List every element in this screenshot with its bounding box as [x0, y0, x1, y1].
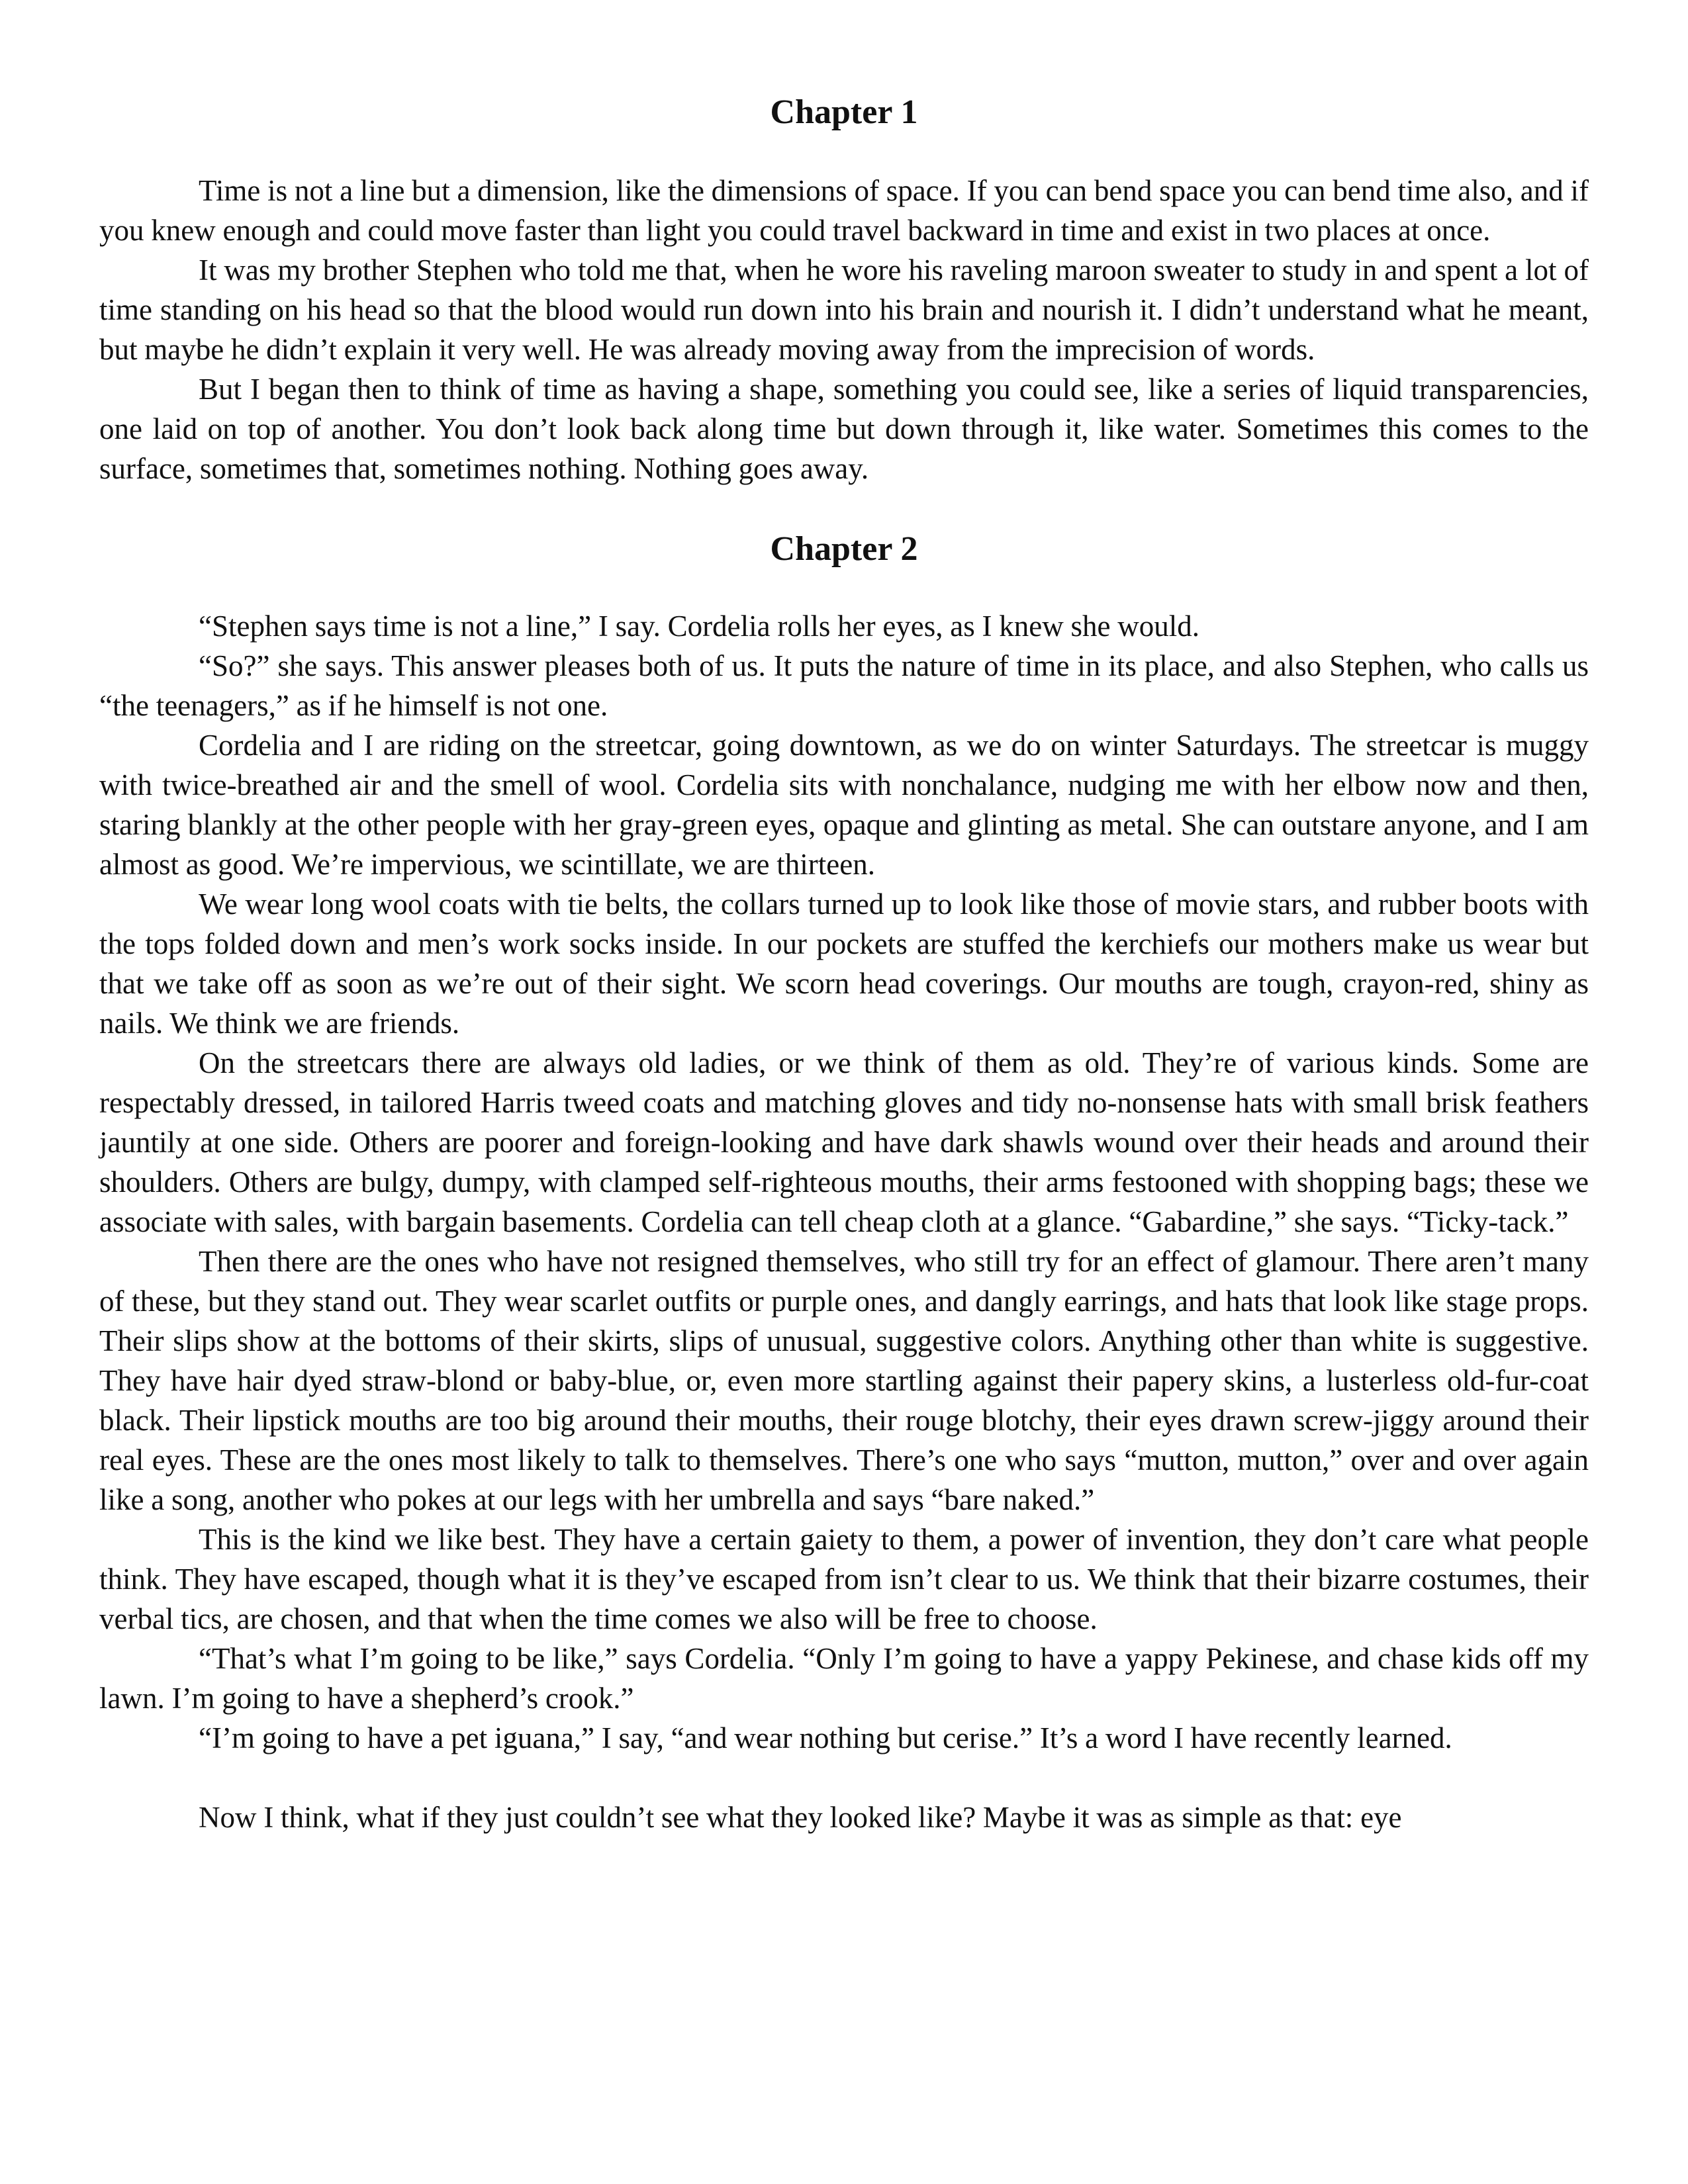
chapter-2-title: Chapter 2 — [770, 530, 918, 568]
chapter-2-paragraph-7: This is the kind we like best. They have a certain gaiety to them, a power of invention, they don’t care what people think. They have escaped, though what it is they’ve escaped from isn’t clear to us. We think that their bizarre costumes, their verbal tics, are chosen, and that when the time comes we also will be free to choose. — [99, 1523, 1589, 1635]
chapter-2-paragraph-6: Then there are the ones who have not resigned themselves, who still try for an effect of glamour. There aren’t many of these, but they stand out. They wear scarlet outfits or purple ones, and dangly earrings, and hats that look like stage props. Their slips show at the bottoms of their skirts, slips of unusual, suggestive colors. Anything other than white is suggestive. They have hair dyed straw-blond or baby-blue, or, even more startling against their papery skins, a lusterless old-fur-coat black. Their lipstick mouths are too big around their mouths, their rouge blotchy, their eyes drawn screw-jiggy around their real eyes. These are the ones most likely to talk to themselves. There’s one who says “mutton, mutton,” over and over again like a song, another who pokes at our legs with her umbrella and says “bare naked.” — [99, 1245, 1589, 1516]
chapter-1-paragraph-1: Time is not a line but a dimension, like the dimensions of space. If you can bend space you can bend time also, and if you knew enough and could move faster than light you could travel backward in time and exist in two places at once. — [99, 174, 1589, 247]
chapter-1-paragraph-3: But I began then to think of time as having a shape, something you could see, like a series of liquid transparencies, one laid on top of another. You don’t look back along time but down through it, like water. Sometimes this comes to the surface, sometimes that, sometimes nothing. Nothing goes away. — [99, 373, 1589, 485]
chapter-2-paragraph-5: On the streetcars there are always old ladies, or we think of them as old. They’re of various kinds. Some are respectably dressed, in tailored Harris tweed coats and matching gloves and tidy no-nonsense hats with small brisk feathers jauntily at one side. Others are poorer and foreign-looking and have dark shawls wound over their heads and around their shoulders. Others are bulgy, dumpy, with clamped self-righteous mouths, their arms festooned with shopping bags; these we associate with sales, with bargain basements. Cordelia can tell cheap cloth at a glance. “Gabardine,” she says. “Ticky-tack.” — [99, 1046, 1589, 1238]
chapter-2-body — [99, 606, 1589, 1837]
chapter-2-paragraph-4: We wear long wool coats with tie belts, the collars turned up to look like those of movie stars, and rubber boots with the tops folded down and men’s work socks inside. In our pockets are stuffed the kerchiefs our mothers make us wear but that we take off as soon as we’re out of their sight. We scorn head coverings. Our mouths are tough, crayon-red, shiny as nails. We think we are friends. — [99, 887, 1589, 1040]
chapter-2-paragraph-2: “So?” she says. This answer pleases both of us. It puts the nature of time in its place, and also Stephen, who calls us “the teenagers,” as if he himself is not one. — [99, 649, 1589, 722]
chapter-2-paragraph-3: Cordelia and I are riding on the streetcar, going downtown, as we do on winter Saturdays. The streetcar is muggy with twice-breathed air and the smell of wool. Cordelia sits with nonchalance, nudging me with her elbow now and then, staring blankly at the other people with her gray-green eyes, opaque and glinting as metal. She can outstare anyone, and I am almost as good. We’re impervious, we scintillate, we are thirteen. — [99, 729, 1589, 881]
paragraph-gap — [99, 1758, 1589, 1797]
document-page — [99, 0, 1589, 1837]
chapter-2-paragraph-1: “Stephen says time is not a line,” I say. Cordelia rolls her eyes, as I knew she would. — [199, 610, 1199, 643]
chapter-2-paragraph-9: “I’m going to have a pet iguana,” I say, “and wear nothing but cerise.” It’s a word I have recently learned. — [199, 1721, 1452, 1754]
chapter-1-title: Chapter 1 — [770, 93, 918, 131]
chapter-1-paragraph-2: It was my brother Stephen who told me that, when he wore his raveling maroon sweater to study in and spent a lot of time standing on his head so that the blood would run down into his brain and nourish it. I didn’t understand what he meant, but maybe he didn’t explain it very well. He was already moving away from the imprecision of words. — [99, 253, 1589, 366]
chapter-1-body — [99, 171, 1589, 488]
chapter-2-paragraph-8: “That’s what I’m going to be like,” says Cordelia. “Only I’m going to have a yappy Pekinese, and chase kids off my lawn. I’m going to have a shepherd’s crook.” — [99, 1642, 1589, 1715]
chapter-2-paragraph-10: Now I think, what if they just couldn’t see what they looked like? Maybe it was as simple as that: eye — [199, 1801, 1402, 1834]
